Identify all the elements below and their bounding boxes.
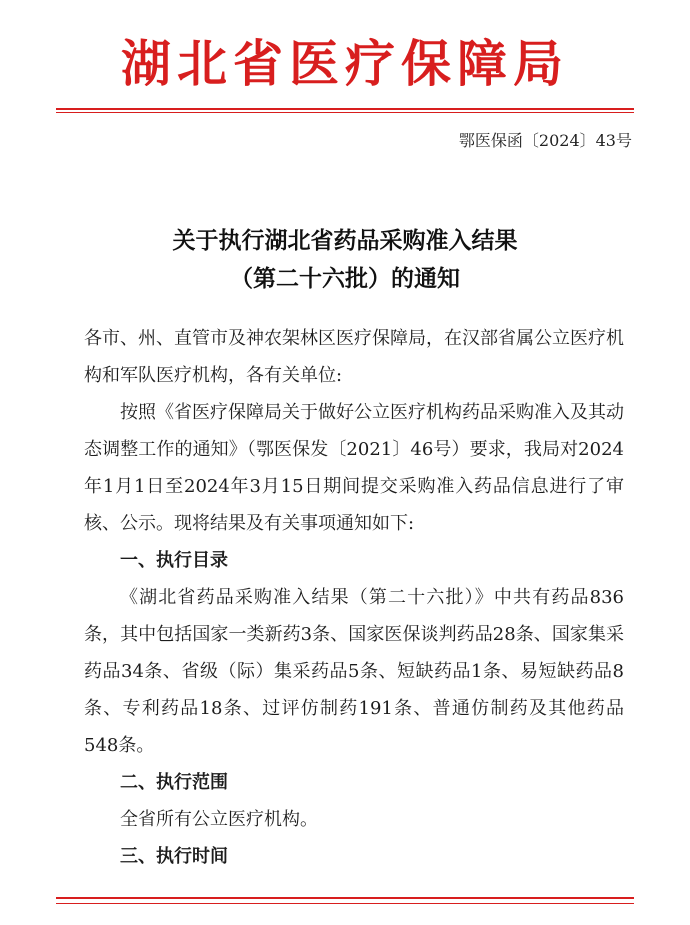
salutation: 各市、州、直管市及神农架林区医疗保障局，在汉部省属公立医疗机构和军队医疗机构，各有关单位:	[84, 328, 624, 386]
footer-rule-thick	[56, 897, 634, 899]
document-body	[84, 320, 624, 875]
section-heading-catalog: 一、执行目录	[120, 550, 228, 571]
title-line-1: 关于执行湖北省药品采购准入结果	[172, 228, 518, 254]
intro-paragraph: 按照《省医疗保障局关于做好公立医疗机构药品采购准入及其动态调整工作的通知》（鄂医保发〔2021〕46号）要求，我局对2024年1月1日至2024年3月15日期间提交采购准入药品信息进行了审核、公示。现将结果及有关事项通知如下:	[84, 402, 624, 534]
letterhead-rule-thin	[56, 112, 634, 113]
letterhead-org-name: 湖北省医疗保障局	[121, 35, 569, 93]
footer-rule-thin	[56, 903, 634, 904]
letterhead-rule-thick	[56, 108, 634, 110]
section-heading-scope: 二、执行范围	[120, 772, 228, 793]
section-text-scope: 全省所有公立医疗机构。	[120, 809, 318, 830]
section-heading-time: 三、执行时间	[120, 846, 228, 867]
section-text-catalog: 《湖北省药品采购准入结果（第二十六批）》中共有药品836条，其中包括国家一类新药3条、国家医保谈判药品28条、国家集采药品34条、省级（际）集采药品5条、短缺药品1条、易短缺药品8条、专利药品18条、过评仿制药191条、普通仿制药及其他药品548条。	[84, 587, 624, 756]
document-number: 鄂医保函〔2024〕43号	[458, 131, 632, 150]
document-title	[40, 222, 650, 298]
title-line-2: （第二十六批）的通知	[230, 266, 460, 292]
